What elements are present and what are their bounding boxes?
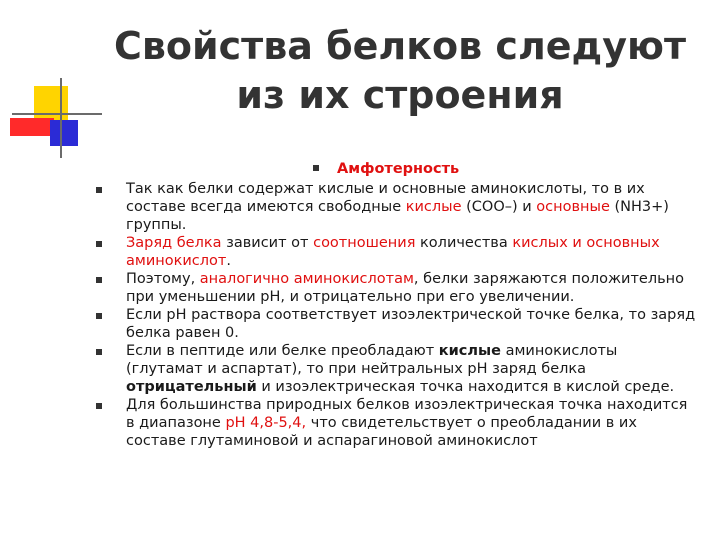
highlight-text: кислые xyxy=(405,199,462,215)
text-run: аминокислоты (глутамат и аспартат), то при нейтральных рН заряд белка xyxy=(126,343,618,377)
text-run: Поэтому, xyxy=(126,271,200,287)
text-run: и изоэлектрическая точка находится в кислой среде. xyxy=(256,379,675,395)
highlight-text: рН 4,8-5,4, xyxy=(225,415,307,431)
text-run: , белки заряжаются положительно при уменьшении рН, и отрицательно при его увеличении. xyxy=(126,271,684,305)
highlight-text: основные xyxy=(536,199,610,215)
list-item xyxy=(96,234,696,270)
highlight-text: Заряд белка xyxy=(126,235,222,251)
decor-horizontal-line xyxy=(12,113,102,115)
bold-text: отрицательный xyxy=(126,379,257,395)
text-run: количества xyxy=(415,235,513,251)
list-item xyxy=(96,270,696,306)
text-run: Для большинства природных белков изоэлектрическая точка находится в диапазоне xyxy=(126,397,688,431)
text-run: Если в пептиде или белке преобладают xyxy=(126,343,439,359)
highlight-text: соотношения xyxy=(313,235,416,251)
decor-vertical-line xyxy=(60,78,62,158)
section-heading-row xyxy=(313,160,459,178)
list-item xyxy=(96,396,696,450)
decor-blue-square xyxy=(50,120,78,146)
highlight-text: аналогично аминокислотам xyxy=(199,271,414,287)
title-line-2: из их строения xyxy=(236,73,564,117)
list-item xyxy=(96,180,696,234)
highlight-text: кислых и основных аминокислот xyxy=(126,235,660,269)
decor-red-bar xyxy=(10,118,54,136)
text-run: (NH3+) группы. xyxy=(126,199,669,233)
section-heading: Амфотерность xyxy=(337,161,460,177)
title-line-1: Свойства белков следуют xyxy=(113,24,686,68)
bold-text: кислые xyxy=(438,343,501,359)
text-run: Если рН раствора соответствует изоэлектрической точке белка, то заряд белка равен 0. xyxy=(126,307,696,341)
text-run: (СОО–) и xyxy=(461,199,537,215)
bullet-list xyxy=(96,180,696,450)
bullet-square-icon xyxy=(313,165,319,171)
list-item xyxy=(96,306,696,342)
slide-title xyxy=(100,22,700,120)
list-item xyxy=(96,342,696,396)
text-run: что свидетельствует о преобладании в их составе глутаминовой и аспарагиновой аминокислот xyxy=(126,415,637,449)
text-run: Так как белки содержат кислые и основные аминокислоты, то в их составе всегда имеются свободные xyxy=(126,181,645,215)
text-run: . xyxy=(226,253,231,269)
text-run: зависит от xyxy=(221,235,314,251)
